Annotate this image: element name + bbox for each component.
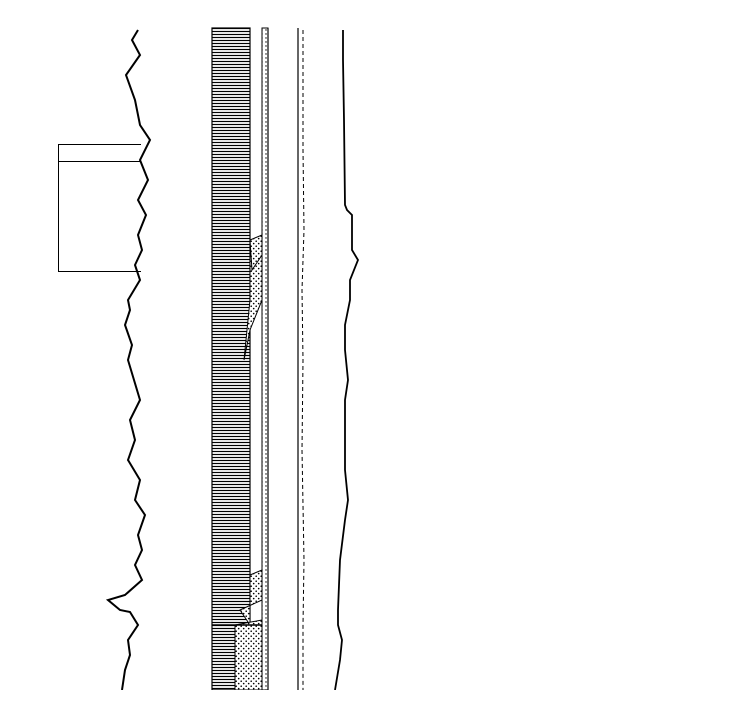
drill-rate-curve [108, 30, 150, 690]
footer-strip [0, 690, 742, 705]
chromatograph-curve [302, 30, 304, 690]
lithology-column [212, 28, 262, 690]
mud-table-title [59, 145, 141, 162]
lithology-margin-strip [262, 28, 268, 690]
total-gas-curve [335, 30, 358, 690]
mud-properties-table [58, 144, 141, 272]
drilling-params-table [58, 294, 140, 356]
